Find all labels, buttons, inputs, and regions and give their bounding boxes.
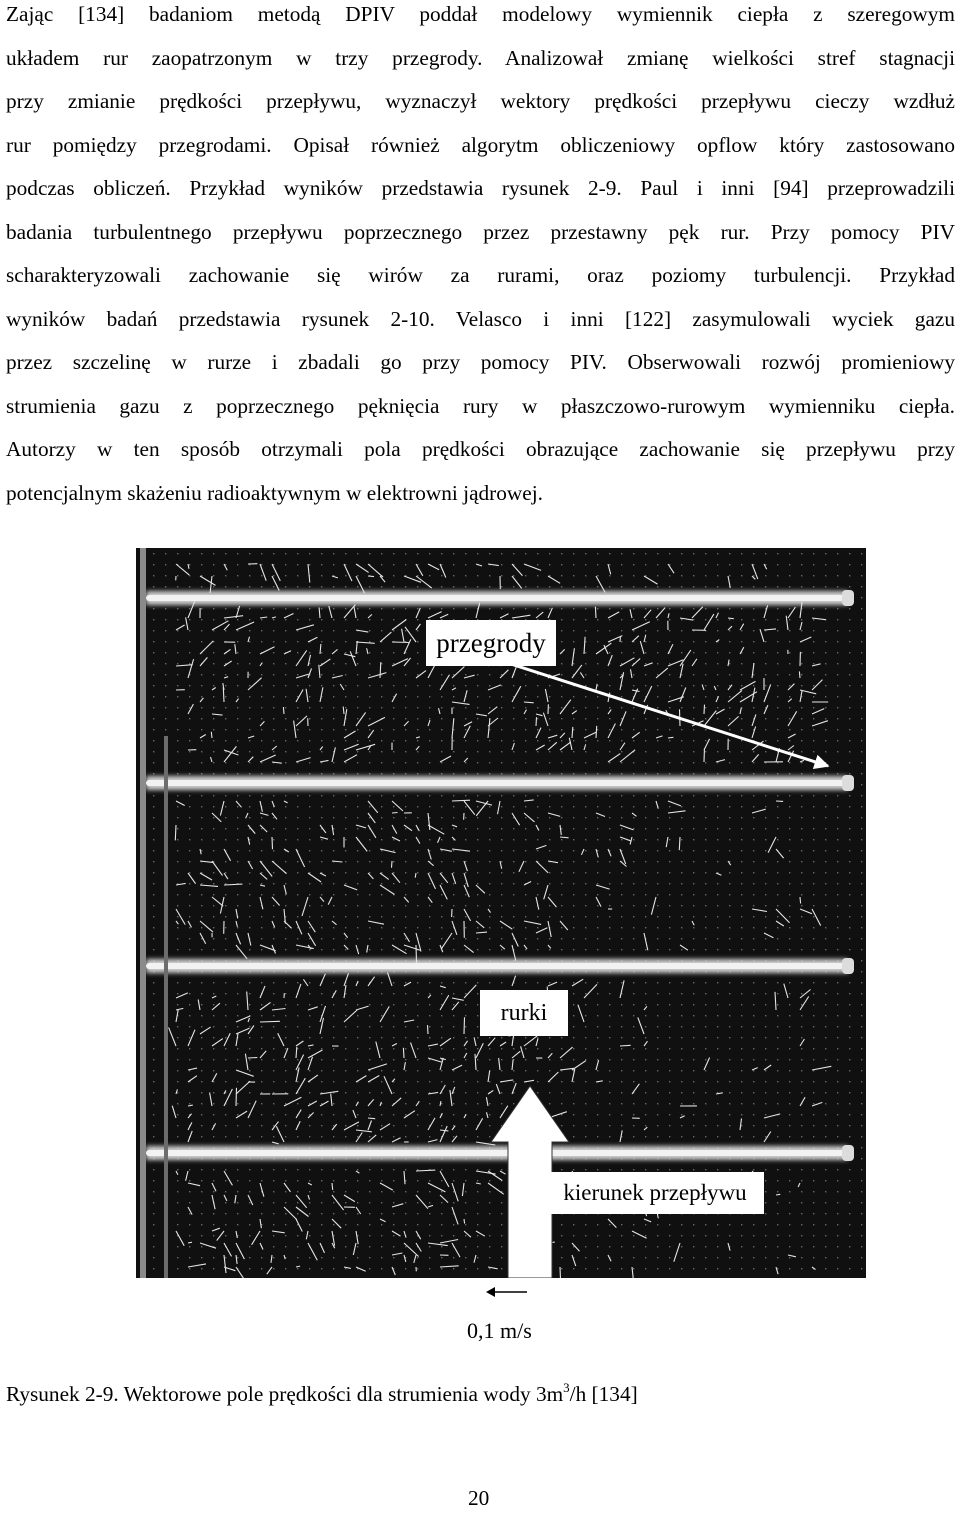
tubes-label: rurki — [480, 990, 568, 1036]
velocity-vector — [704, 705, 705, 714]
tube — [146, 595, 848, 601]
body-paragraph — [6, 0, 955, 522]
velocity-vector — [464, 1017, 465, 1034]
velocity-vector — [368, 576, 374, 577]
velocity-vector — [800, 897, 801, 903]
velocity-vector — [175, 825, 176, 840]
body-line: potencjalnym skażeniu radioaktywnym w elektrowni jądrowej. — [6, 480, 543, 505]
velocity-vector — [464, 1219, 465, 1224]
velocity-vector — [595, 607, 596, 618]
body-line: strumienia gazu z poprzecznego pęknięcia rury w płaszczowo-rurowym wymienniku ciepła. — [6, 393, 955, 418]
velocity-vector — [211, 732, 212, 738]
baffles-label: przegrody — [426, 620, 556, 666]
tube-end — [842, 775, 854, 791]
velocity-vector — [620, 1045, 631, 1046]
velocity-vector — [536, 717, 537, 726]
body-line: wyników badań przedstawia rysunek 2-10. Velasco i inni [122] zasymulowali wyciek gazu — [6, 306, 955, 331]
velocity-vector — [223, 687, 224, 702]
tube — [146, 1150, 848, 1156]
body-line: przez szczelinę w rurze i zbadali go przy pomocy PIV. Obserwowali rozwój promieniowy — [6, 350, 955, 374]
body-line: badania turbulentnego przepływu poprzecznego przez przestawny pęk rur. Przy pomocy PIV — [6, 219, 955, 244]
piv-vector-field-image — [136, 548, 866, 1278]
velocity-vector — [368, 1118, 375, 1119]
tube-end — [842, 1145, 854, 1161]
velocity-vector — [428, 1025, 429, 1034]
body-line: podczas obliczeń. Przykład wyników przedstawia rysunek 2-9. Paul i inni [94] przeprowadzili — [6, 176, 955, 200]
tube-end — [842, 590, 854, 606]
velocity-vector — [799, 671, 800, 678]
velocity-vector — [260, 1021, 280, 1022]
figure-caption: Rysunek 2-9. Wektorowe pole prędkości dla strumienia wody $3m^3/h$ [134] — [6, 1380, 638, 1406]
velocity-vector — [416, 945, 417, 963]
flow-direction-label: kierunek przepływu — [546, 1172, 764, 1214]
tube-end — [842, 958, 854, 974]
body-line: rur pomiędzy przegrodami. Opisał również algorytm obliczeniowy opflow który zastosowano — [6, 132, 955, 157]
velocity-vector — [728, 618, 734, 619]
scale-label: 0,1 m/s — [467, 1318, 532, 1343]
velocity-vector — [392, 861, 393, 868]
velocity-vector — [283, 707, 284, 714]
velocity-vector — [392, 813, 398, 814]
body-line: układem rur zaopatrzonym w trzy przegrody. Analizował zmianę wielkości stref stagnacji — [6, 45, 955, 70]
tube — [146, 780, 848, 786]
velocity-vector — [560, 1267, 561, 1278]
velocity-vector — [332, 1183, 333, 1190]
velocity-vector — [236, 1088, 237, 1106]
velocity-vector — [392, 642, 410, 643]
velocity-vector — [679, 837, 680, 850]
body-line: scharakteryzowali zachowanie się wirów za rurami, oraz poziomy turbulencji. Przykład — [6, 263, 955, 287]
tube — [146, 963, 848, 969]
velocity-vector — [596, 726, 597, 738]
body-line: Zając [134] badaniom metodą DPIV poddał modelowy wymiennik ciepła z szeregowym — [6, 2, 955, 26]
body-line: przy zmianie prędkości przepływu, wyznaczył wektory prędkości przepływu cieczy wzdłuż — [6, 89, 955, 113]
velocity-vector — [248, 1058, 257, 1059]
velocity-vector — [776, 1194, 780, 1195]
body-line: Autorzy w ten sposób otrzymali pola prędkości obrazujące zachowanie się przepływu przy — [6, 437, 955, 461]
velocity-vector — [188, 1242, 192, 1243]
velocity-vector — [403, 1048, 404, 1058]
velocity-vector — [272, 837, 273, 849]
scale-arrow-icon — [485, 1285, 529, 1299]
page-number: 20 — [468, 1486, 490, 1510]
velocity-vector — [668, 737, 673, 738]
